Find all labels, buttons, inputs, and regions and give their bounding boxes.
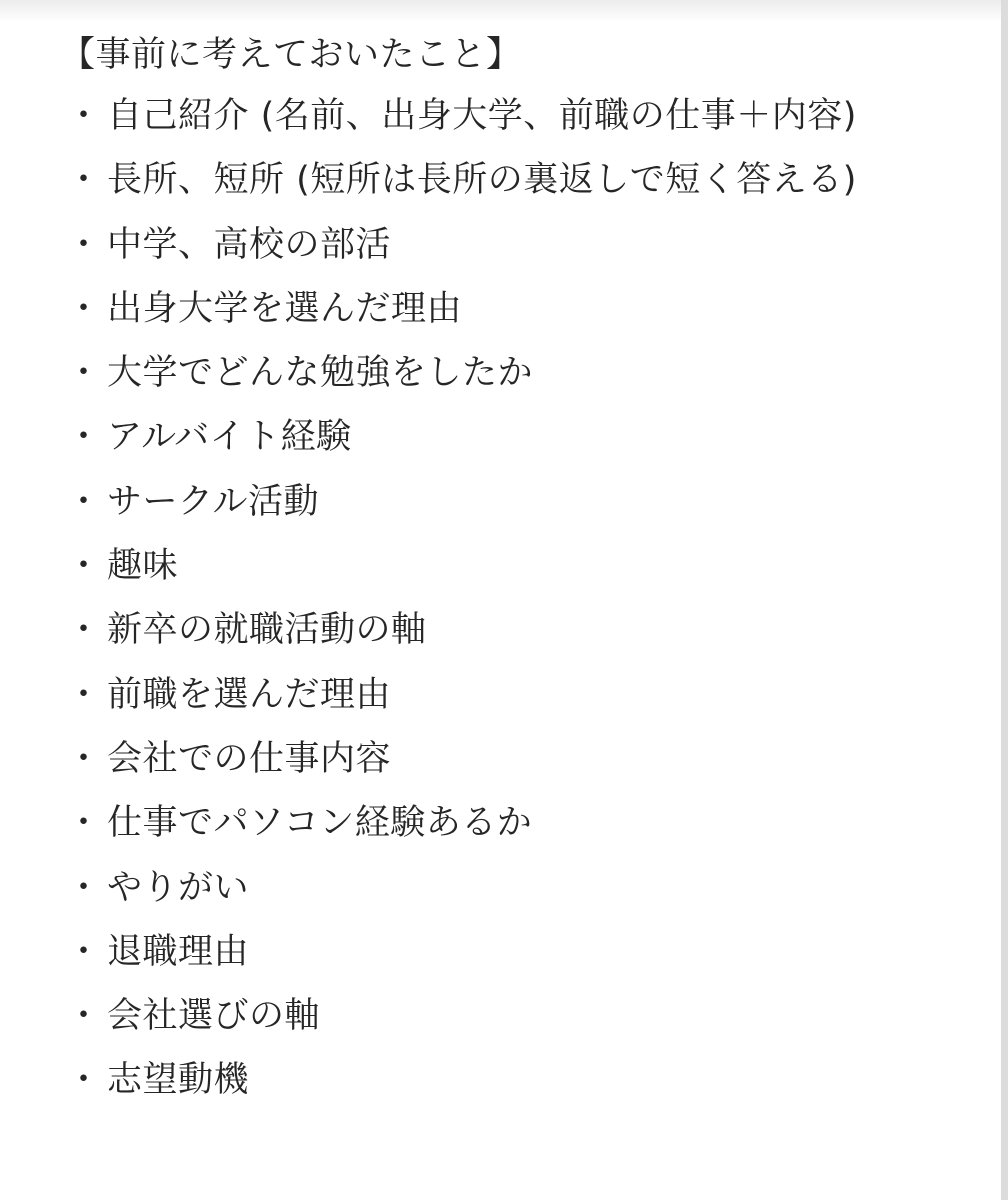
list-item-text: 退職理由 [107,931,250,972]
bullet-dot: ・ [65,353,101,394]
bullet-dot: ・ [65,738,101,779]
list-item [60,984,990,1048]
bullet-dot: ・ [65,288,101,329]
list-item [60,727,990,791]
bullet-dot: ・ [65,160,101,201]
list-item [60,920,990,984]
note-heading: 【事前に考えておいたこと】 [60,35,522,75]
list-item-text: アルバイト経験 [107,417,352,458]
bullet-dot: ・ [65,96,101,136]
list-item [60,791,990,855]
list-item-text: 出身大学を選んだ理由 [107,288,463,329]
list-item [60,341,990,405]
list-item [60,84,990,148]
question-list [60,84,990,1113]
list-item-text: やりがい [107,867,250,908]
list-item-text: 前職を選んだ理由 [107,674,392,715]
list-item-text: 仕事でパソコン経験あるか [107,803,533,844]
bullet-dot: ・ [65,481,101,522]
list-item-text: 新卒の就職活動の軸 [107,610,427,651]
bullet-dot: ・ [65,867,101,908]
list-item [60,856,990,920]
bullet-dot: ・ [65,803,101,844]
bullet-dot: ・ [65,546,101,587]
list-item [60,148,990,212]
list-item-text: 大学でどんな勉強をしたか [107,353,534,394]
list-item-text: 趣味 [107,546,179,587]
list-item [60,405,990,469]
list-item [60,534,990,598]
list-item [60,470,990,534]
note-block [60,26,990,1113]
bullet-dot: ・ [65,1060,101,1101]
list-item [60,277,990,341]
bullet-dot: ・ [65,931,101,972]
list-item [60,598,990,662]
list-item-text: 会社での仕事内容 [107,738,392,779]
bullet-dot: ・ [65,610,101,651]
top-edge-shadow [0,0,1001,22]
list-item-text: 中学、高校の部活 [107,224,392,265]
list-item-text: 自己紹介 (名前、出身大学、前職の仕事＋内容) [107,96,857,136]
list-item-text: サークル活動 [107,481,319,522]
bullet-dot: ・ [65,417,101,458]
list-item [60,1048,990,1112]
list-item-text: 志望動機 [107,1060,250,1101]
bullet-dot: ・ [65,224,101,265]
list-item [60,213,990,277]
bullet-dot: ・ [65,996,101,1037]
bullet-dot: ・ [65,674,101,715]
list-item-text: 長所、短所 (短所は長所の裏返しで短く答える) [107,160,857,201]
list-item [60,663,990,727]
list-item-text: 会社選びの軸 [107,996,321,1037]
